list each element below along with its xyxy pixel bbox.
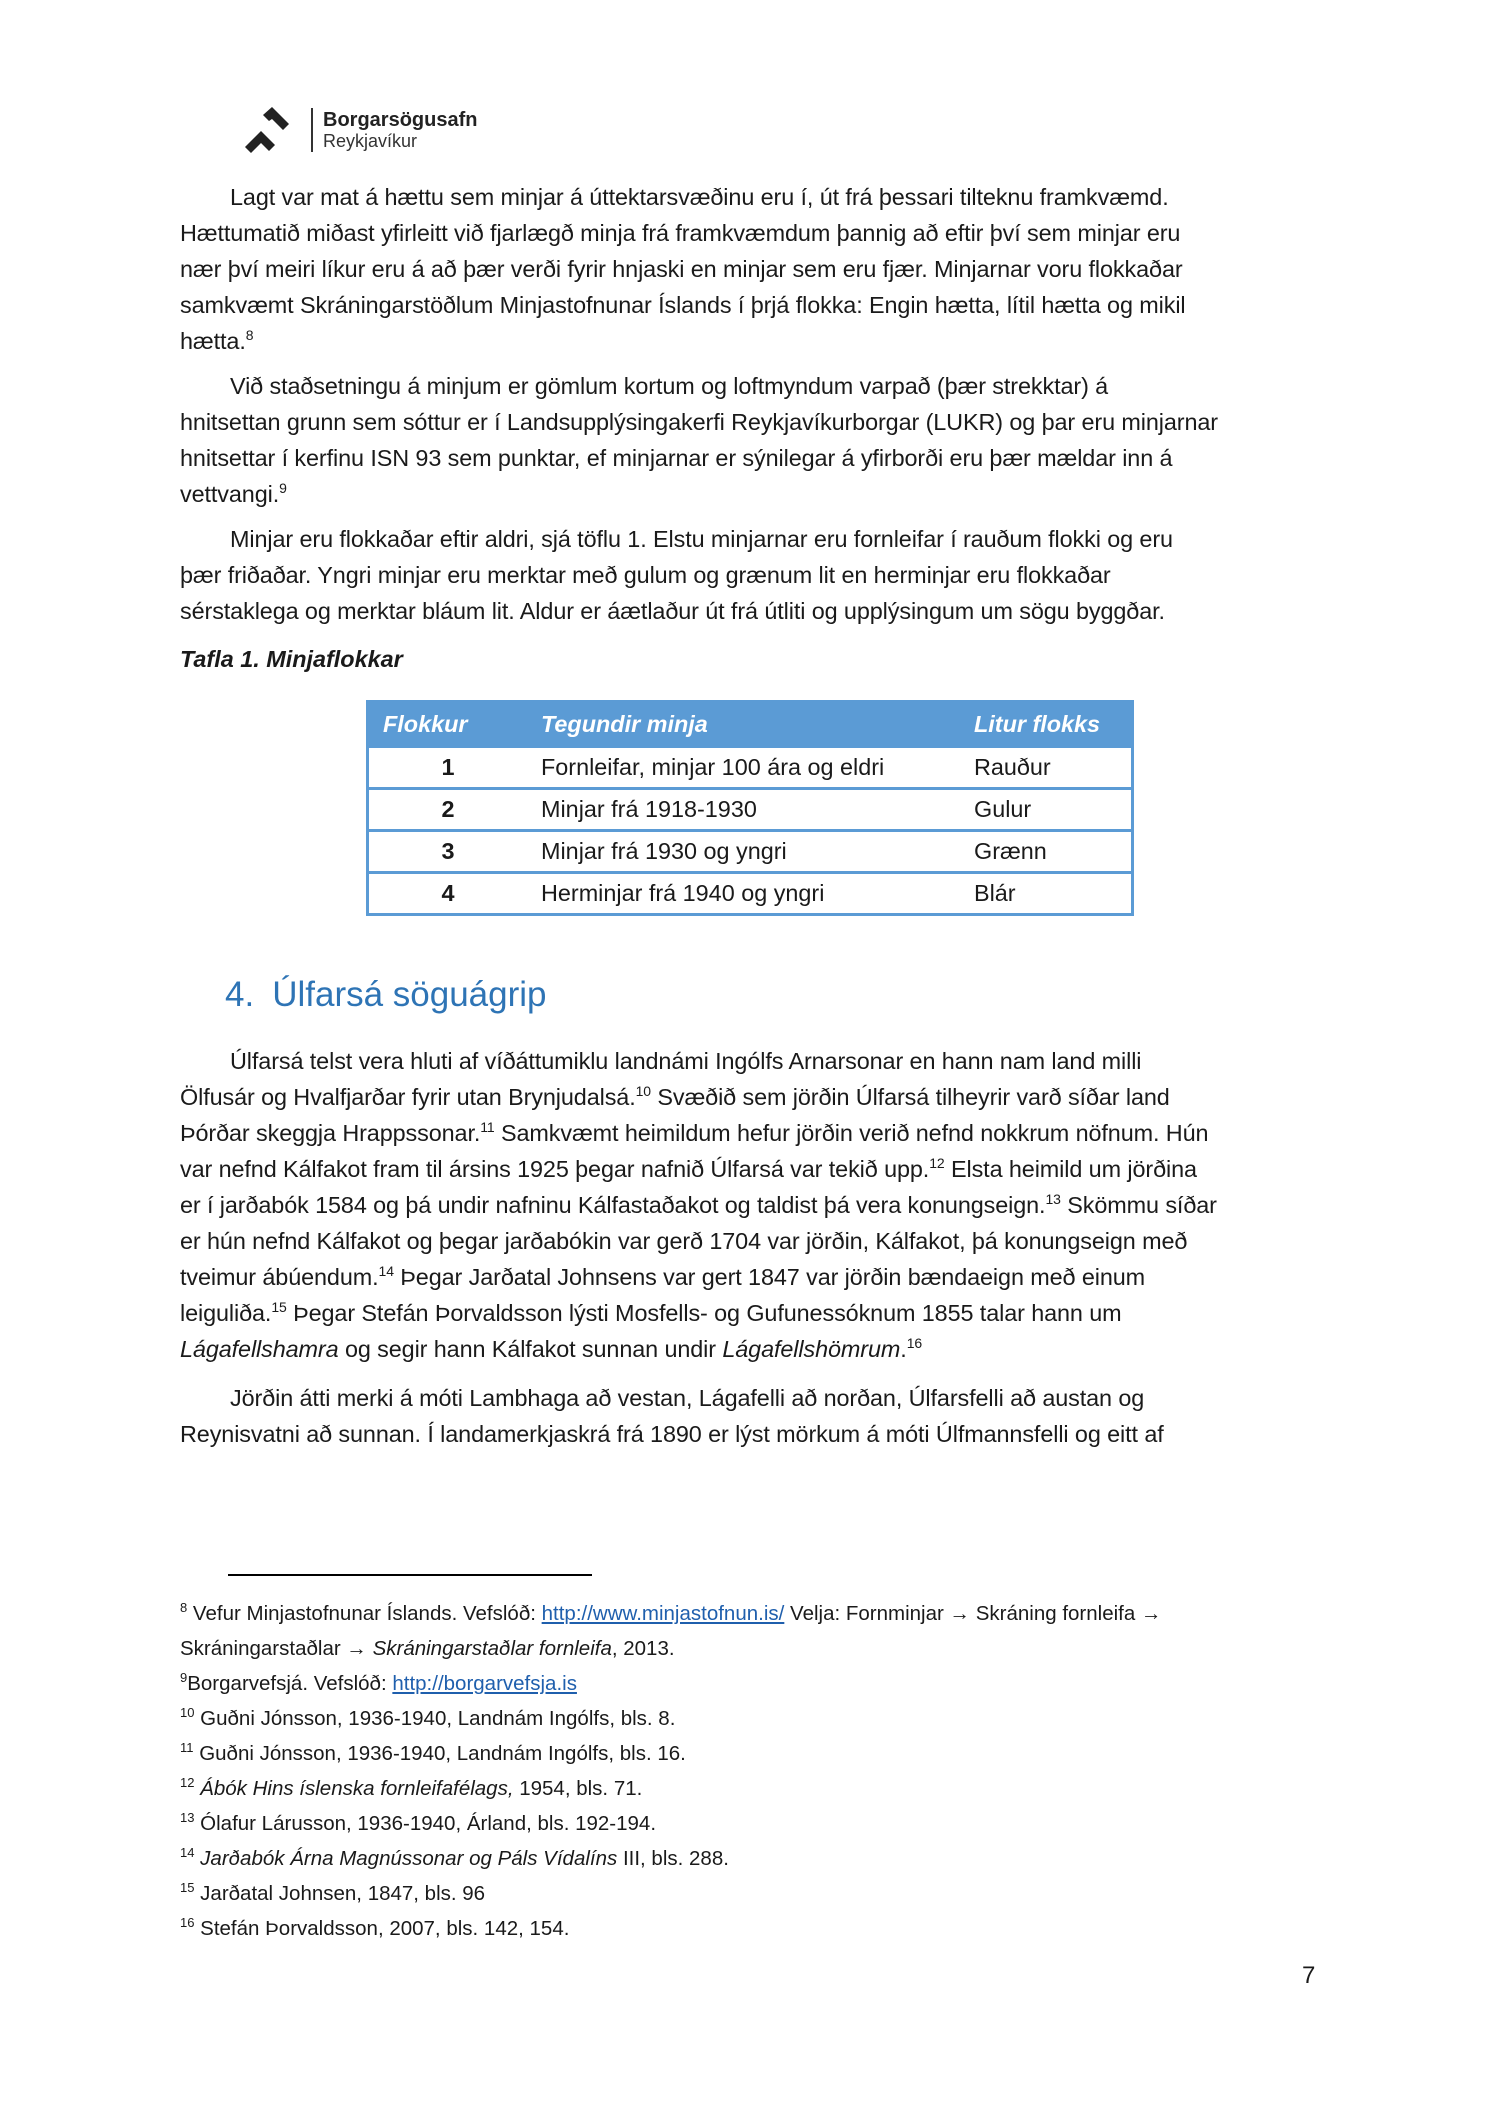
text-line: Jörðin átti merki á móti Lambhaga að vestan, Lágafelli að norðan, Úlfarsfelli að austan og [230, 1385, 1145, 1411]
column-header: Flokkur [368, 702, 528, 747]
text-line: Minjar eru flokkaðar eftir aldri, sjá töflu 1. Elstu minjarnar eru fornleifar í rauðum flokki og eru [230, 526, 1173, 552]
text-line [180, 1115, 1208, 1151]
footnote-number: 9 [180, 1670, 188, 1686]
text-span: III, bls. 288. [617, 1847, 729, 1870]
footnote-number: 11 [180, 1740, 194, 1756]
cell-color: Gulur [960, 789, 1133, 831]
column-header: Tegundir minja [527, 702, 960, 747]
cell-type: Minjar frá 1930 og yngri [527, 831, 960, 873]
text-span: Þegar Stefán Þorvaldsson lýsti Mosfells- og Gufunessóknum 1855 talar hann um [286, 1300, 1122, 1326]
italic-place-name: Lágafellshamra [180, 1336, 339, 1362]
italic-title: Jarðabók Árna Magnússonar og Páls Vídalíns [200, 1847, 618, 1870]
footnote-ref[interactable]: 16 [906, 1335, 923, 1352]
text-line [180, 1295, 1122, 1331]
section-number: 4. [225, 975, 255, 1014]
text-span: tveimur ábúendum. [180, 1264, 379, 1290]
text-span: Ölfusár og Hvalfjarðar fyrir utan Brynjudalsá. [180, 1084, 636, 1110]
footnote-15 [180, 1876, 485, 1911]
cell-color: Grænn [960, 831, 1133, 873]
text-line: Lagt var mat á hættu sem minjar á úttektarsvæðinu eru í, út frá þessari tilteknu framkvæmd. [230, 184, 1169, 210]
footnote-number: 10 [180, 1705, 195, 1721]
section-heading [225, 975, 547, 1015]
footnote-13 [180, 1806, 656, 1841]
text-line [180, 1259, 1145, 1295]
text-span: Skömmu síðar [1060, 1192, 1217, 1218]
text-line: Hættumatið miðast yfirleitt við fjarlægð minja frá framkvæmdum þannig að eftir því sem minjar eru [180, 220, 1181, 246]
text-span: Þegar Jarðatal Johnsens var gert 1847 var jörðin bændaeign með einum [393, 1264, 1146, 1290]
text-span: , 2013. [611, 1637, 675, 1660]
footnote-8-cont [180, 1631, 675, 1666]
text-span: Vefur Minjastofnunar Íslands. Vefslóð: [187, 1602, 542, 1625]
cell-category: 2 [368, 789, 528, 831]
section-title: Úlfarsá söguágrip [272, 975, 547, 1014]
text-line: þær friðaðar. Yngri minjar eru merktar með gulum og grænum lit en herminjar eru flokkaðar [180, 562, 1111, 588]
footnote-ref[interactable]: 14 [378, 1263, 394, 1280]
cell-color: Blár [960, 873, 1133, 915]
italic-title: Ábók Hins íslenska fornleifafélags, [200, 1777, 514, 1800]
text-line: hnitsettan grunn sem sóttur er í Landsupplýsingakerfi Reykjavíkurborgar (LUKR) og þar eru minjarnar [180, 409, 1218, 435]
text-line: hnitsettar í kerfinu ISN 93 sem punktar, ef minjarnar er sýnilegar á yfirborði eru þær mældar inn á [180, 445, 1173, 471]
text-span: Stefán Þorvaldsson, 2007, bls. 142, 154. [194, 1917, 570, 1940]
text-line: er hún nefnd Kálfakot og þegar jarðabókin var gerð 1704 var jörðin, Kálfakot, þá konungseign með [180, 1228, 1188, 1254]
text-span: var nefnd Kálfakot fram til ársins 1925 þegar nafnið Úlfarsá var tekið upp. [180, 1156, 930, 1182]
footnote-14 [180, 1841, 729, 1876]
text-span: Samkvæmt heimildum hefur jörðin verið nefnd nokkrum nöfnum. Hún [494, 1120, 1209, 1146]
text-line: nær því meiri líkur eru á að þær verði fyrir hnjaski en minjar sem eru fjær. Minjarnar voru flokkaðar [180, 256, 1183, 282]
text-span: hætta. [180, 328, 246, 354]
minjaflokkar-table [366, 700, 1134, 916]
text-span: Borgarvefsjá. Vefslóð: [187, 1672, 393, 1695]
table-row [368, 789, 1133, 831]
cell-type: Minjar frá 1918-1930 [527, 789, 960, 831]
cell-type: Fornleifar, minjar 100 ára og eldri [527, 747, 960, 789]
text-line: Reynisvatni að sunnan. Í landamerkjaskrá frá 1890 er lýst mörkum á móti Úlfmannsfelli og eitt af [180, 1421, 1164, 1447]
footnote-10 [180, 1701, 675, 1736]
text-span: Skráningarstaðlar → [180, 1637, 373, 1660]
footnote-ref[interactable]: 12 [929, 1155, 945, 1172]
column-header: Litur flokks [960, 702, 1133, 747]
logo-subtitle: Reykjavíkur [323, 131, 418, 151]
text-span: 1954, bls. 71. [513, 1777, 643, 1800]
text-line [180, 323, 253, 359]
footnote-number: 16 [180, 1915, 195, 1931]
footnote-number: 12 [180, 1775, 195, 1791]
footnote-8 [180, 1596, 1161, 1631]
text-span: Ólafur Lárusson, 1936-1940, Árland, bls. 192-194. [194, 1812, 657, 1835]
footnote-ref[interactable]: 10 [635, 1083, 651, 1100]
text-line [180, 476, 287, 512]
logo-divider [311, 108, 313, 152]
page-number: 7 [1302, 1962, 1316, 1989]
footnote-12 [180, 1771, 642, 1806]
text-span: er í jarðabók 1584 og þá undir nafninu Kálfastaðakot og taldist þá vera konungseign. [180, 1192, 1046, 1218]
footnote-ref[interactable]: 15 [271, 1299, 287, 1316]
footnote-16 [180, 1911, 569, 1946]
text-span: leiguliða. [180, 1300, 272, 1326]
footnote-9 [180, 1666, 577, 1701]
logo-name: Borgarsögusafn [323, 109, 478, 131]
italic-place-name: Lágafellshömrum [722, 1336, 901, 1362]
text-line [180, 1079, 1170, 1115]
borgarvefsja-link[interactable]: http://borgarvefsja.is [392, 1672, 577, 1695]
text-line [180, 1331, 922, 1367]
text-span: Guðni Jónsson, 1936-1940, Landnám Ingólfs, bls. 16. [193, 1742, 686, 1765]
footnote-ref[interactable]: 11 [480, 1119, 495, 1136]
footnote-ref[interactable]: 13 [1045, 1191, 1061, 1208]
footnote-11 [180, 1736, 686, 1771]
footnote-number: 14 [180, 1845, 195, 1861]
cell-category: 4 [368, 873, 528, 915]
text-line: Við staðsetningu á minjum er gömlum kortum og loftmyndum varpað (þær strekktar) á [230, 373, 1109, 399]
footnote-number: 15 [180, 1880, 195, 1896]
minjastofnun-link[interactable]: http://www.minjastofnun.is/ [541, 1602, 785, 1625]
logo-chevrons-icon [245, 107, 297, 153]
text-span: og segir hann Kálfakot sunnan undir [338, 1336, 723, 1362]
text-span: Velja: Fornminjar → Skráning fornleifa → [784, 1602, 1162, 1625]
cell-category: 3 [368, 831, 528, 873]
footnote-number: 13 [180, 1810, 195, 1826]
text-line: samkvæmt Skráningarstöðlum Minjastofnunar Íslands í þrjá flokka: Engin hætta, lítil hætta og mikil [180, 292, 1186, 318]
text-span: . [900, 1336, 907, 1362]
cell-type: Herminjar frá 1940 og yngri [527, 873, 960, 915]
cell-color: Rauður [960, 747, 1133, 789]
table-row [368, 873, 1133, 915]
text-line: sérstaklega og merktar bláum lit. Aldur er áætlaður út frá útliti og upplýsingum um sögu byggðar. [180, 598, 1165, 624]
table-row [368, 747, 1133, 789]
text-span: Jarðatal Johnsen, 1847, bls. 96 [194, 1882, 486, 1905]
text-line [180, 1187, 1217, 1223]
cell-category: 1 [368, 747, 528, 789]
footnote-ref[interactable]: 8 [245, 327, 254, 344]
table-row [368, 831, 1133, 873]
table-caption: Tafla 1. Minjaflokkar [180, 646, 403, 672]
footnote-ref[interactable]: 9 [279, 480, 287, 497]
footnote-number: 8 [180, 1600, 188, 1616]
table-header-row [368, 702, 1133, 747]
text-span: Svæðið sem jörðin Úlfarsá tilheyrir varð síðar land [650, 1084, 1170, 1110]
footnote-separator [228, 1574, 592, 1576]
text-span: vettvangi. [180, 481, 280, 507]
italic-title: Skráningarstaðlar fornleifa [372, 1637, 612, 1660]
borgarsogusafn-logo [245, 105, 477, 155]
text-span: Guðni Jónsson, 1936-1940, Landnám Ingólfs, bls. 8. [194, 1707, 676, 1730]
text-line [180, 1151, 1197, 1187]
text-line: Úlfarsá telst vera hluti af víðáttumiklu landnámi Ingólfs Arnarsonar en hann nam land milli [230, 1048, 1142, 1074]
text-span: Þórðar skeggja Hrappssonar. [180, 1120, 481, 1146]
text-span: Elsta heimild um jörðina [944, 1156, 1197, 1182]
